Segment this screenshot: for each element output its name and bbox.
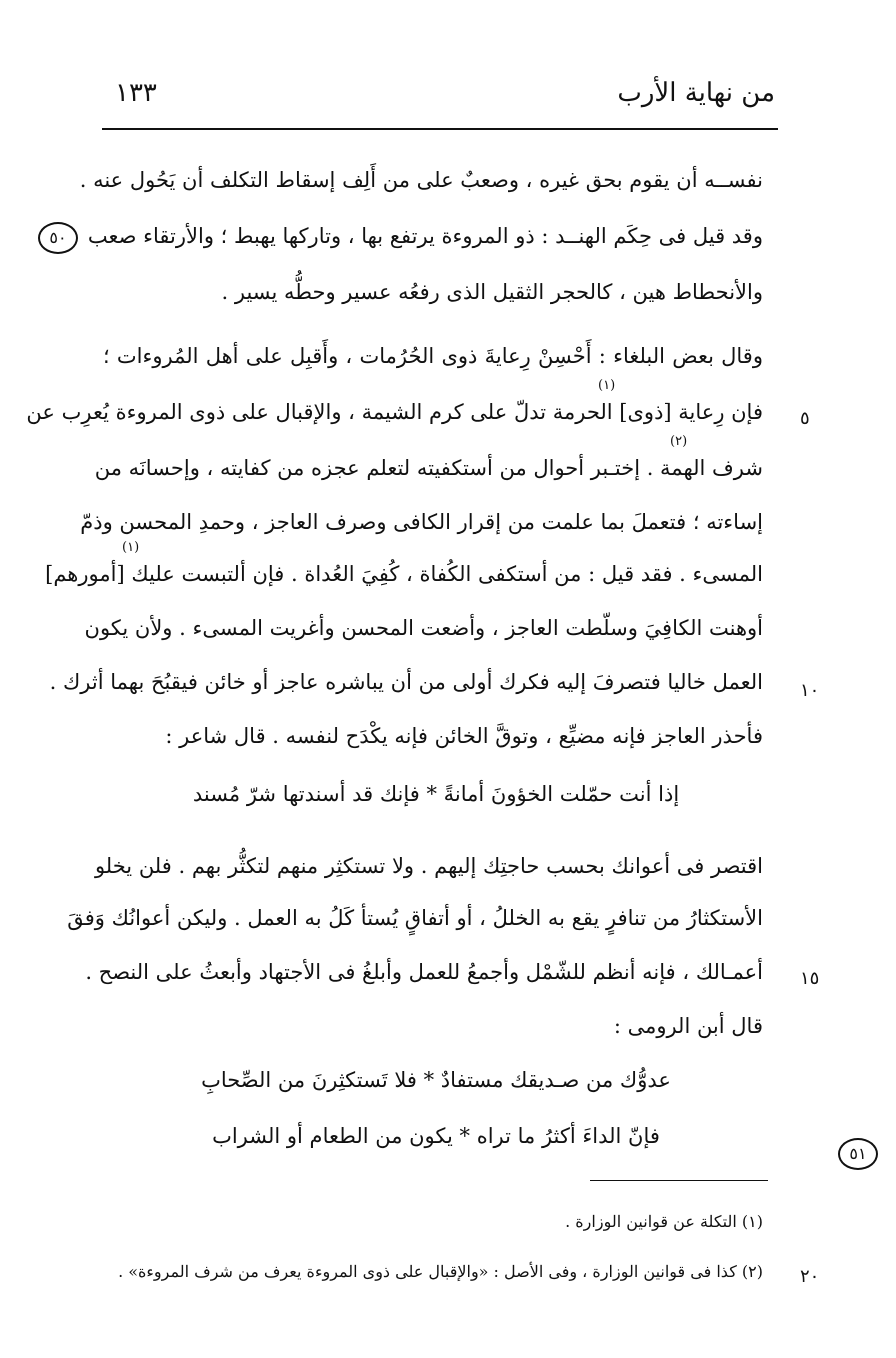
page-number: ١٣٣ bbox=[115, 78, 157, 108]
body-line: اقتصر فى أعوانك بحسب حاجتِك إليهم . ولا تستكثِر منهم لتكثُّر بهم . فلن يخلو bbox=[94, 854, 763, 878]
margin-line-number: ١٠ bbox=[800, 680, 820, 701]
margin-line-number: ١٥ bbox=[800, 968, 820, 989]
body-line: نفســه أن يقوم بحق غيره ، وصعبٌ على من أَلِف إسقاط التكلف أن يَحُول عنه . bbox=[79, 168, 763, 192]
footnote-rule bbox=[590, 1180, 768, 1181]
body-line: إساءته ؛ فتعملَ بما علمت من إقرار الكافى وصرف العاجز ، وحمدِ المحسن وذمّ bbox=[80, 510, 763, 534]
body-line: وقال بعض البلغاء : أَحْسِنْ رِعايةَ ذوى الحُرُمات ، وأَقبِل على أهل المُروءات ؛ bbox=[103, 344, 763, 368]
folio-mark: ٥١ bbox=[838, 1138, 878, 1170]
running-header bbox=[105, 78, 775, 118]
footnote: (١) التكلة عن قوانين الوزارة . bbox=[565, 1212, 763, 1231]
folio-mark: ٥٠ bbox=[38, 222, 78, 254]
verse-line: عدوُّك من صـديقك مستفادٌ * فلا تَستكثِرنَ من الصِّحابِ bbox=[201, 1068, 671, 1092]
body-line: الأستكثارُ من تنافرٍ يقع به الخللُ ، أو أتفاقٍ يُستأ كَلُ به العمل . وليكن أعوانُك وَفقَ bbox=[67, 906, 763, 930]
body-line: فإن رِعاية [ذوى] الحرمة تدلّ على كرم الشيمة ، والإقبال على ذوى المروءة يُعرِب عن bbox=[26, 400, 763, 424]
body-line: شرف الهمة . إختـبر أحوال من أستكفيته لتعلم عجزه من كفايته ، وإحسانَه من bbox=[94, 456, 763, 480]
body-line: أعمـالك ، فإنه أنظم للشّمْل وأجمعُ للعمل وأبلغُ فى الأجتهاد وأبعثُ على النصح . bbox=[85, 960, 763, 984]
footnote: (٢) كذا فى قوانين الوزارة ، وفى الأصل : «والإقبال على ذوى المروءة يعرف من شرف المروءة» . bbox=[118, 1262, 763, 1281]
body-line: أوهنت الكافِيَ وسلّطت العاجز ، وأضعت المحسن وأغريت المسىء . ولأن يكون bbox=[84, 616, 763, 640]
footnote-ref: (١) bbox=[122, 540, 140, 555]
footnote-ref: (١) bbox=[598, 378, 616, 393]
body-line: والأنحطاط هين ، كالحجر الثقيل الذى رفعُه عسير وحطُّه يسير . bbox=[221, 280, 763, 304]
footnote-ref: (٢) bbox=[670, 434, 688, 449]
margin-line-number: ٢٠ bbox=[800, 1266, 820, 1287]
body-line: العمل خاليا فتصرفَ إليه فكرك أولى من أن يباشره عاجز أو خائن فيقبُحَ بهما أثرك . bbox=[49, 670, 763, 694]
margin-line-number: ٥ bbox=[800, 408, 810, 429]
verse-line: إذا أنت حمّلت الخؤونَ أمانةً * فإنك قد أسندتها شرّ مُسند bbox=[192, 782, 680, 806]
body-line: المسىء . فقد قيل : من أستكفى الكُفاة ، كُفِيَ العُداة . فإن ألتبست عليك [أمورهم] bbox=[45, 562, 763, 586]
header-rule bbox=[102, 128, 778, 130]
body-line: وقد قيل فى حِكَم الهنــد : ذو المروءة يرتفع بها ، وتاركها يهبط ؛ والأرتقاء صعب bbox=[87, 224, 763, 248]
body-line: قال أبن الرومى : bbox=[613, 1014, 763, 1038]
body-line: فأحذر العاجز فإنه مضيِّع ، وتوقَّ الخائن فإنه يكْدَح لنفسه . قال شاعر : bbox=[165, 724, 763, 748]
verse-line: فإنّ الداءَ أكثرُ ما تراه * يكون من الطعام أو الشراب bbox=[212, 1124, 660, 1148]
running-title: من نهاية الأرب bbox=[617, 78, 775, 108]
